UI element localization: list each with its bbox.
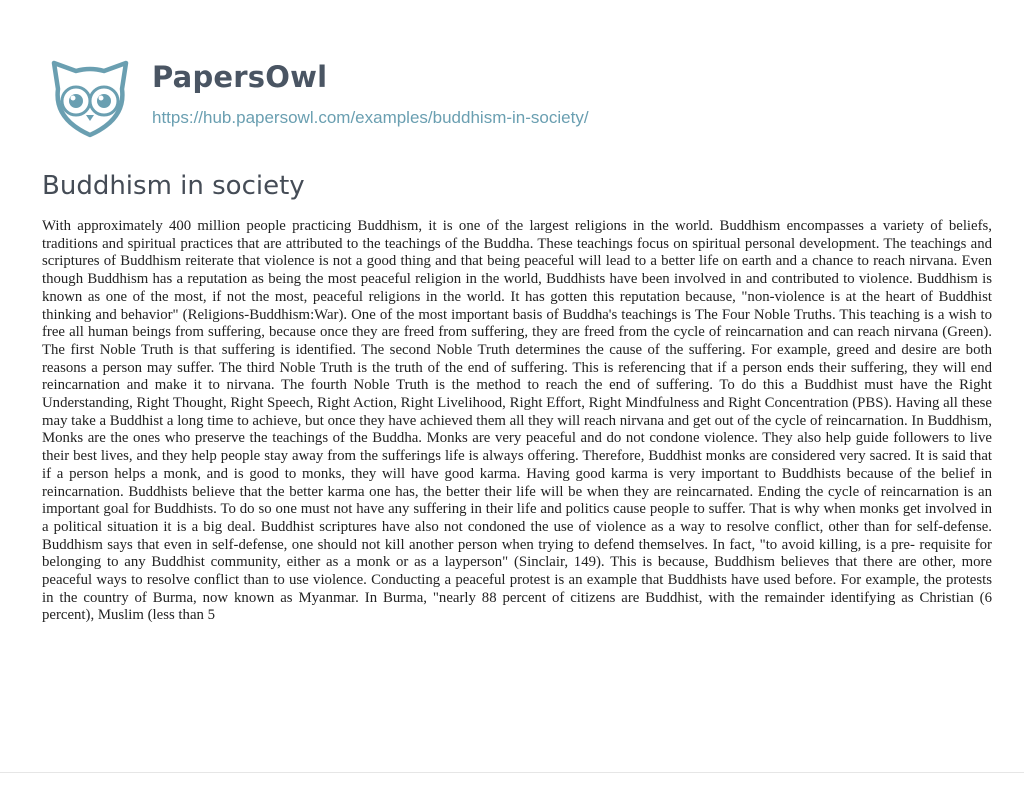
source-url-link[interactable]: https://hub.papersowl.com/examples/buddhism-in-society/ xyxy=(152,108,589,127)
document-body-paragraph: With approximately 400 million people practicing Buddhism, it is one of the largest religions in the world. Buddhism encompasses a variety of beliefs, traditions and spiritual practices that are attributed to the teachings of the Buddha. These teachings focus on spiritual personal development. The teachings and scriptures of Buddhism reiterate that violence is not a good thing and that being peaceful will lead to a better life on earth and a chance to reach nirvana. Even though Buddhism has a reputation as being the most peaceful religion in the world, Buddhists have been involved in and contributed to violence. Buddhism is known as one of the most, if not the most, peaceful religions in the world. It has gotten this reputation because, "non-violence is at the heart of Buddhist thinking and behavior" (Religions-Buddhism:War). One of the most important basis of Buddha's teachings is The Four Noble Truths. This teaching is a wish to free all human beings from suffering, because once they are freed from suffering, they are freed from the cycle of reincarnation and can reach nirvana (Green). The first Noble Truth is that suffering is identified. The second Noble Truth determines the cause of the suffering. For example, greed and desire are both reasons a person may suffer. The third Noble Truth is the truth of the end of suffering. This is referencing that if a person ends their suffering, they will end reincarnation and make it to nirvana. The fourth Noble Truth is the method to reach the end of suffering. To do this a Buddhist must have the Right Understanding, Right Thought, Right Speech, Right Action, Right Livelihood, Right Effort, Right Mindfulness and Right Concentration (PBS). Having all these may take a Buddhist a long time to achieve, but once they have achieved them all they will reach nirvana and get out of the cycle of reincarnation. In Buddhism, Monks are the ones who preserve the teachings of the Buddha. Monks are very peaceful and do not condone violence. They also help guide followers to live their best lives, and they help people stay away from the sufferings life is always offering. Therefore, Buddhist monks are considered very sacred. It is said that if a person helps a monk, and is good to monks, they will have good karma. Having good karma is very important to Buddhists because of the belief in reincarnation. Buddhists believe that the better karma one has, the better their life will be when they are reincarnated. Ending the cycle of reincarnation is an important goal for Buddhists. To do so one must not have any suffering in their life and politics cause people to suffer. That is why when monks get involved in a political situation it is a big deal. Buddhist scriptures have also not condoned the use of violence as a way to resolve conflict, other than for self-defense. Buddhism says that even in self-defense, one should not kill another person when trying to defend themselves. In fact, "to avoid killing, is a pre- requisite for belonging to any Buddhist community, either as a monk or as a layperson" (Sinclair, 149). This is because, Buddhism believes that there are other, more peaceful ways to resolve conflict than to use violence. Conducting a peaceful protest is an example that Buddhists have used before. For example, the protests in the country of Burma, now known as Myanmar. In Burma, "nearly 88 percent of citizens are Buddhist, with the remainder identifying as Christian (6 percent), Muslim (less than 5 xyxy=(42,218,992,624)
brand-block xyxy=(152,60,589,128)
site-header xyxy=(42,52,589,142)
brand-name[interactable]: PapersOwl xyxy=(152,60,328,94)
document-title: Buddhism in society xyxy=(42,171,305,201)
footer-divider xyxy=(0,772,1024,773)
owl-logo-icon xyxy=(42,49,138,145)
